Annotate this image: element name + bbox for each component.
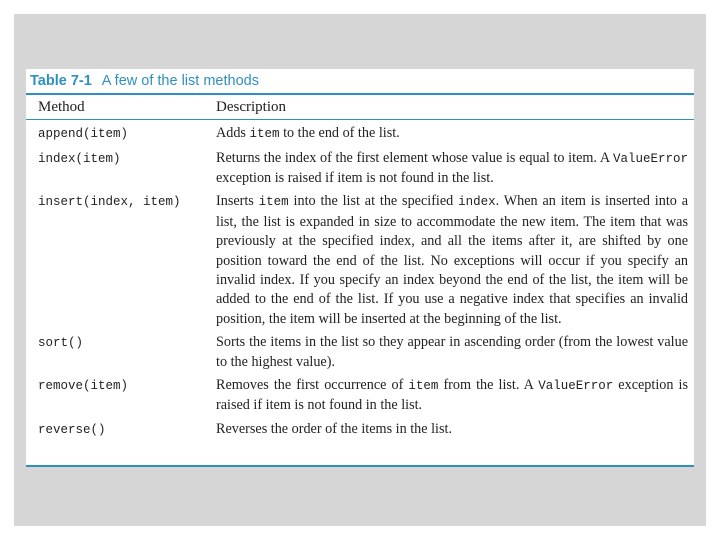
table-row xyxy=(26,192,694,329)
table-caption-label: Table 7-1 xyxy=(30,73,92,89)
header-description: Description xyxy=(216,99,286,115)
table-header-row xyxy=(26,95,694,119)
description-text: Reverses the order of the items in the list. xyxy=(216,420,453,437)
header-method: Method xyxy=(38,99,85,115)
description-text: exception is raised if item is not found in the list. xyxy=(216,169,494,186)
code-term: ValueError xyxy=(612,151,688,166)
description-text: Removes the first occurrence of xyxy=(216,376,409,393)
description-text: from the list. A xyxy=(438,376,539,393)
description-text: exception is raised if item is not found in the list. xyxy=(216,376,688,414)
method-cell: insert(index, item) xyxy=(38,195,181,210)
description-cell xyxy=(216,376,694,416)
description-cell xyxy=(216,420,694,441)
method-cell: reverse() xyxy=(38,422,106,437)
table-row xyxy=(26,149,694,189)
code-term: item xyxy=(258,195,289,210)
description-text: to the end of the list. xyxy=(279,125,400,141)
table-body xyxy=(26,120,694,440)
code-term: item xyxy=(408,378,439,393)
bottom-rule xyxy=(26,465,694,467)
table-row xyxy=(26,333,694,372)
description-text: into the list at the specified xyxy=(288,193,459,210)
method-cell: remove(item) xyxy=(38,378,129,393)
code-term: ValueError xyxy=(538,378,614,393)
description-cell xyxy=(216,149,694,189)
description-text: . When an item is inserted into a list, the list is expanded in size to accommodate the new item. The item that was previously at the specified index, and all the items after it, are shifted by one position toward the end of the list. No exceptions will occur if you specify an invalid index. If you specify an index beyond the end of the list, the item will be added to the end of the list. If you use a negative index that specifies an invalid position, the item will be inserted at the beginning of the list. xyxy=(216,193,689,327)
table-caption-text: A few of the list methods xyxy=(101,73,259,89)
description-text: Returns the index of the first element whose value is equal to item. A xyxy=(216,149,613,166)
description-cell xyxy=(216,192,694,329)
description-text: Inserts xyxy=(216,193,259,210)
code-term: item xyxy=(249,127,280,141)
description-cell xyxy=(216,124,694,145)
table-figure xyxy=(26,69,694,467)
method-cell: sort() xyxy=(38,336,84,351)
description-text: Adds xyxy=(216,125,250,141)
table-row xyxy=(26,420,694,441)
table-row xyxy=(26,124,694,145)
method-cell: index(item) xyxy=(38,151,121,166)
table-row xyxy=(26,376,694,416)
method-cell: append(item) xyxy=(38,127,129,141)
table-caption xyxy=(26,69,694,93)
description-cell xyxy=(216,333,694,372)
description-text: Sorts the items in the list so they appear in ascending order (from the lowest value to the highest value). xyxy=(216,334,688,370)
code-term: index xyxy=(458,195,496,210)
